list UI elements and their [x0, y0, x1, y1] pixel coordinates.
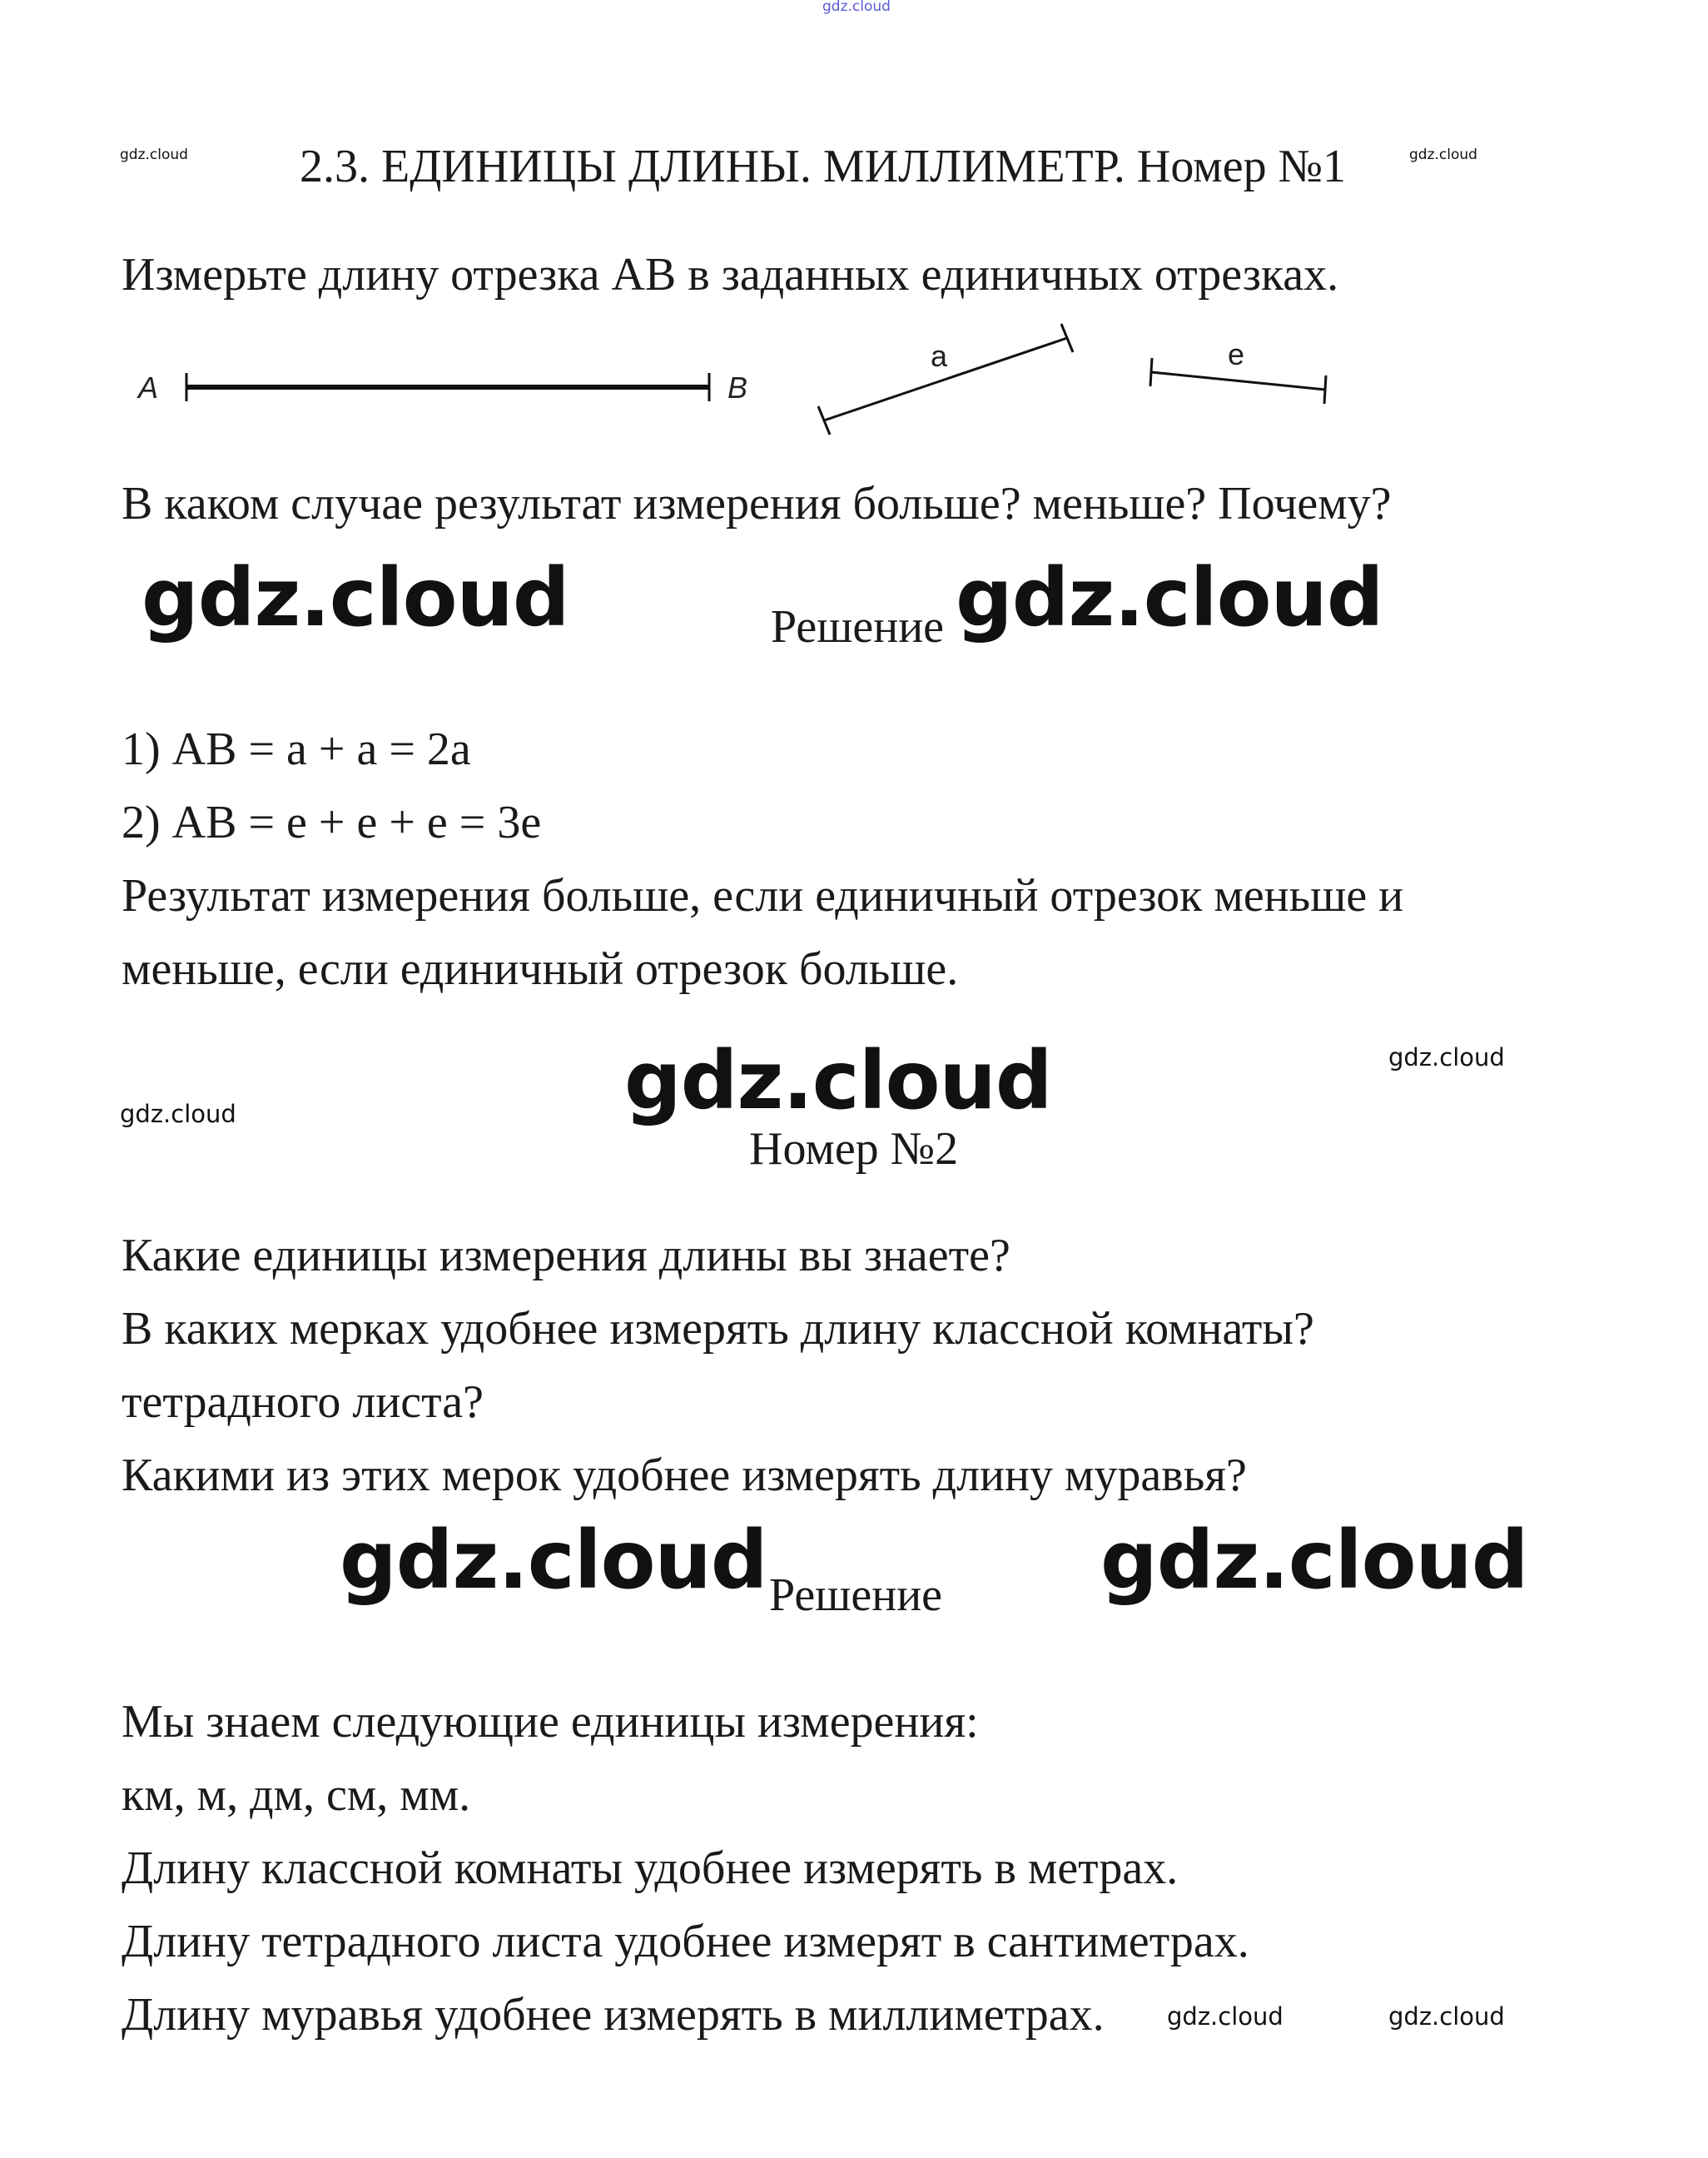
solution2-line-5: Длину муравья удобнее измерять в миллиметрах. — [122, 1989, 1105, 2041]
solution-label-2: Решение — [769, 1569, 943, 1621]
watermark-top: gdz.cloud — [822, 0, 891, 15]
solution-label-1: Решение — [771, 601, 945, 653]
segment-ab — [186, 373, 709, 401]
watermark-small: gdz.cloud — [1388, 1043, 1505, 1072]
point-b-label: B — [727, 370, 748, 405]
watermark-large: gdz.cloud — [340, 1514, 767, 1607]
watermark-large: gdz.cloud — [1100, 1514, 1528, 1607]
solution2-line-2: км, м, дм, см, мм. — [122, 1769, 471, 1821]
problem2-question-1: Какие единицы измерения длины вы знаете? — [122, 1230, 1010, 1281]
solution1-line-1: 1) АВ = а + а = 2а — [122, 723, 471, 775]
watermark-small: gdz.cloud — [1388, 2002, 1505, 2031]
problem1-question: Измерьте длину отрезка АВ в заданных единичных отрезках. — [122, 249, 1339, 301]
unit-e-label: e — [1228, 337, 1245, 371]
unit-a-label: a — [931, 339, 948, 373]
point-a-label: A — [138, 370, 159, 405]
problem2-question-3: тетрадного листа? — [122, 1376, 484, 1428]
watermark-large: gdz.cloud — [142, 551, 569, 644]
watermark-large: gdz.cloud — [624, 1034, 1052, 1127]
solution1-line-3: Результат измерения больше, если единичный отрезок меньше и — [122, 870, 1404, 922]
solution2-line-1: Мы знаем следующие единицы измерения: — [122, 1696, 979, 1748]
problem2-question-4: Какими из этих мерок удобнее измерять длину муравья? — [122, 1449, 1247, 1501]
solution1-line-4: меньше, если единичный отрезок больше. — [122, 943, 959, 995]
problem2-question-2: В каких мерках удобнее измерять длину классной комнаты? — [122, 1303, 1314, 1355]
solution2-line-4: Длину тетрадного листа удобнее измерят в сантиметрах. — [122, 1916, 1249, 1967]
solution2-line-3: Длину классной комнаты удобнее измерять в метрах. — [122, 1842, 1179, 1894]
watermark-large: gdz.cloud — [956, 551, 1383, 644]
watermark-small: gdz.cloud — [1409, 147, 1477, 163]
problem1-question2: В каком случае результат измерения больше? меньше? Почему? — [122, 478, 1392, 530]
watermark-small: gdz.cloud — [120, 147, 188, 163]
problem2-title: Номер №2 — [749, 1123, 959, 1175]
watermark-small: gdz.cloud — [120, 1100, 236, 1128]
page-title: 2.3. ЕДИНИЦЫ ДЛИНЫ. МИЛЛИМЕТР. Номер №1 — [300, 141, 1346, 192]
solution1-line-2: 2) АВ = е + е + е = 3е — [122, 797, 542, 848]
watermark-small: gdz.cloud — [1167, 2002, 1283, 2031]
segments-figure — [125, 316, 1357, 450]
